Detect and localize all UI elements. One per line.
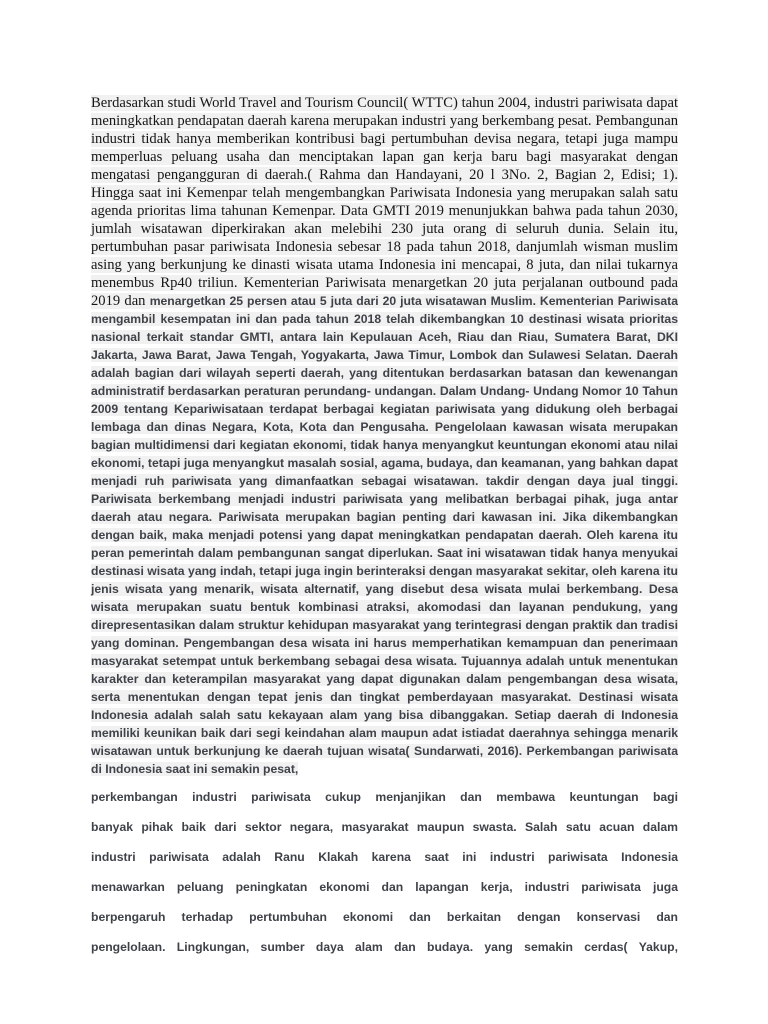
spaced-line: perkembangan industri pariwisata cukup menjanjikan dan membawa keuntungan bagi — [91, 790, 678, 804]
spaced-line: menawarkan peluang peningkatan ekonomi dan lapangan kerja, industri pariwisata juga — [91, 880, 678, 894]
sans-text-block: menargetkan 25 persen atau 5 juta dari 20 juta wisatawan Muslim. Kementerian Pariwisata mengambil kesempatan ini dan pada tahun 2018 telah dikembangkan 10 destinasi wisata prioritas nasional terkait standar GMTI, antara lain Kepulauan Aceh, Riau dan Riau, Sumatera Barat, DKI Jakarta, Jawa Barat, Jawa Tengah, Yogyakarta, Jawa Timur, Lombok dan Sulawesi Selatan. Daerah adalah bagian dari wilayah seperti daerah, yang ditentukan berdasarkan batasan dan kewenangan administratif berdasarkan peraturan perundang- undangan. Dalam Undang- Undang Nomor 10 Tahun 2009 tentang Kepariwisataan terdapat berbagai kegiatan pariwisata yang didukung oleh berbagai lembaga dan dinas Negara, Kota, Kota dan Pengusaha. Pengelolaan kawasan wisata merupakan bagian multidimensi dari kegiatan ekonomi, tidak hanya menyangkut keuntungan ekonomi atau nilai ekonomi, tetapi juga menyangkut masalah sosial, agama, budaya, dan keamanan, yang bahkan dapat menjadi ruh pariwisata yang dimanfaatkan sebagai wisatawan. takdir dengan daya jual tinggi. Pariwisata berkembang menjadi industri pariwisata yang melibatkan berbagai pihak, juga antar daerah atau negara. Pariwisata merupakan bagian penting dari kawasan ini. Jika dikembangkan dengan baik, maka menjadi potensi yang dapat meningkatkan pendapatan daerah. Oleh karena itu peran pemerintah dalam pembangunan sangat diperlukan. Saat ini wisatawan tidak hanya menyukai destinasi wisata yang indah, tetapi juga ingin berinteraksi dengan masyarakat sekitar, oleh karena itu jenis wisata yang menarik, wisata alternatif, yang disebut desa wisata mulai berkembang. Desa wisata merupakan suatu bentuk kombinasi atraksi, akomodasi dan layanan pendukung, yang direpresentasikan dalam struktur kehidupan masyarakat yang terintegrasi dengan praktik dan tradisi yang dominan. Pengembangan desa wisata ini harus memperhatikan kemampuan dan penerimaan masyarakat setempat untuk berkembang sebagai desa wisata. Tujuannya adalah untuk menentukan karakter dan keterampilan masyarakat yang dapat digunakan dalam pengembangan desa wisata, serta menentukan dengan tepat jenis dan tingkat pemberdayaan masyarakat. Destinasi wisata Indonesia adalah salah satu kekayaan alam yang bisa dibanggakan. Setiap daerah di Indonesia memiliki keunikan baik dari segi keindahan alam maupun adat istiadat daerahnya sehingga menarik wisatawan untuk berkunjung ke daerah tujuan wisata( Sundarwati, 2016). Perkembangan pariwisata di Indonesia saat ini semakin pesat, — [91, 294, 678, 776]
main-paragraph — [91, 94, 678, 778]
double-spaced-paragraph — [91, 782, 678, 962]
spaced-line: pengelolaan. Lingkungan, sumber daya alam dan budaya. yang semakin cerdas( Yakup, — [91, 940, 678, 954]
serif-text-block: Berdasarkan studi World Travel and Tourism Council( WTTC) tahun 2004, industri pariwisata dapat meningkatkan pendapatan daerah karena merupakan industri yang berkembang pesat. Pembangunan industri tidak hanya memberikan kontribusi bagi pertumbuhan devisa negara, tetapi juga mampu memperluas peluang usaha dan menciptakan lapan gan kerja baru bagi masyarakat dengan mengatasi pengangguran di daerah.( Rahma dan Handayani, 20 l 3No. 2, Bagian 2, Edisi; 1). Hingga saat ini Kemenpar telah mengembangkan Pariwisata Indonesia yang merupakan salah satu agenda prioritas lima tahunan Kemenpar. Data GMTI 2019 menunjukkan bahwa pada tahun 2030, jumlah wisatawan diperkirakan akan melebihi 230 juta orang di seluruh dunia. Selain itu, pertumbuhan pasar pariwisata Indonesia sebesar 18 pada tahun 2018, danjumlah wisman muslim asing yang berkunjung ke dinasti wisata utama Indonesia ini mencapai, 8 juta, dan nilai tukarnya menembus Rp40 triliun. Kementerian Pariwisata menargetkan 20 juta perjalanan outbound pada 2019 dan — [91, 95, 678, 309]
spaced-line: industri pariwisata adalah Ranu Klakah karena saat ini industri pariwisata Indonesia — [91, 850, 678, 864]
spaced-line: banyak pihak baik dari sektor negara, masyarakat maupun swasta. Salah satu acuan dalam — [91, 820, 678, 834]
spaced-line: berpengaruh terhadap pertumbuhan ekonomi dan berkaitan dengan konservasi dan — [91, 910, 678, 924]
